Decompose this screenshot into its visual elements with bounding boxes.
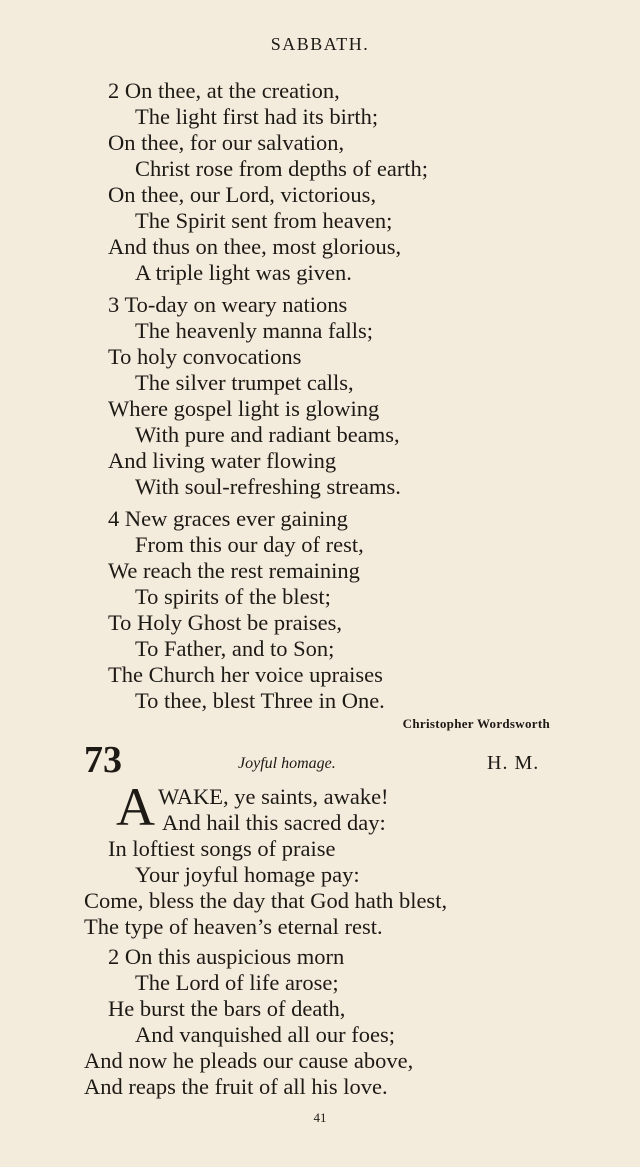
verse-line: WAKE, ye saints, awake! — [158, 784, 389, 809]
verse-line: The Spirit sent from heaven; — [135, 208, 393, 233]
verse-line: And thus on thee, most glorious, — [108, 234, 402, 259]
verse-line: Come, bless the day that God hath blest, — [84, 888, 448, 913]
verse-line: From this our day of rest, — [135, 532, 364, 557]
verse-line: The light first had its birth; — [135, 104, 379, 129]
verse-line: Christ rose from depths of earth; — [135, 156, 429, 181]
verse-line: To Father, and to Son; — [135, 636, 335, 661]
verse-line: The silver trumpet calls, — [135, 370, 354, 395]
hymn-number: 73 — [84, 739, 122, 781]
verse-line: On thee, our Lord, victorious, — [108, 182, 377, 207]
verse-line: The Lord of life arose; — [135, 970, 339, 995]
verse-line: In loftiest songs of praise — [108, 836, 336, 861]
verse-line: And now he pleads our cause above, — [84, 1048, 414, 1073]
verse-line: The type of heaven’s eternal rest. — [84, 914, 383, 939]
verse-line: To Holy Ghost be praises, — [108, 610, 343, 635]
verse-line: A triple light was given. — [135, 260, 352, 285]
verse-line: To holy convocations — [108, 344, 302, 369]
verse-line: Your joyful homage pay: — [135, 862, 360, 887]
verse-line: With soul-refreshing streams. — [135, 474, 401, 499]
verse-line: To spirits of the blest; — [135, 584, 331, 609]
verse-line: We reach the rest remaining — [108, 558, 360, 583]
hymn-meter: H. M. — [487, 752, 540, 774]
verse-line: The heavenly manna falls; — [135, 318, 374, 343]
verse-line: And hail this sacred day: — [162, 810, 386, 835]
drop-cap: A — [116, 777, 155, 837]
verse-line: 4 New graces ever gaining — [108, 506, 348, 531]
verse-line: And reaps the fruit of all his love. — [84, 1074, 388, 1099]
page-number: 41 — [313, 1110, 327, 1125]
verse-line: And vanquished all our foes; — [135, 1022, 395, 1047]
running-title: SABBATH. — [270, 34, 370, 54]
verse-line: 2 On this auspicious morn — [108, 944, 345, 969]
verse-line: With pure and radiant beams, — [135, 422, 400, 447]
verse-line: Where gospel light is glowing — [108, 396, 380, 421]
verse-line: 2 On thee, at the creation, — [108, 78, 340, 103]
verse-line: The Church her voice upraises — [108, 662, 383, 687]
hymn-author: Christopher Wordsworth — [402, 716, 550, 731]
verse-line: And living water flowing — [108, 448, 337, 473]
verse-line: To thee, blest Three in One. — [135, 688, 385, 713]
verse-line: On thee, for our salvation, — [108, 130, 345, 155]
verse-line: He burst the bars of death, — [108, 996, 346, 1021]
hymn-title: Joyful homage. — [238, 755, 336, 772]
verse-line: 3 To-day on weary nations — [108, 292, 348, 317]
